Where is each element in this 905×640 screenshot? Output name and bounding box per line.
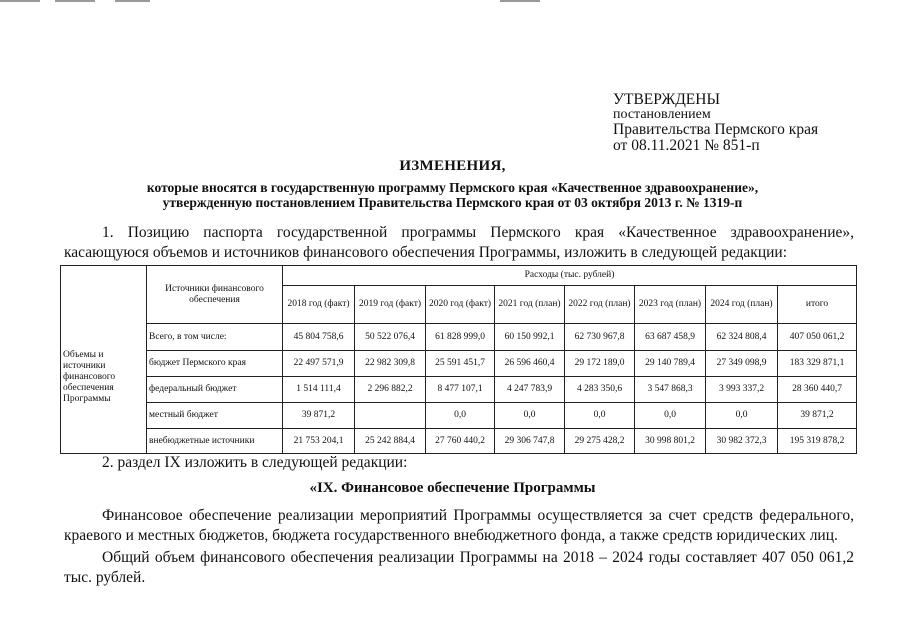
value-cell: 39 871,2 bbox=[283, 403, 355, 429]
source-label: внебюджетные источники bbox=[147, 429, 283, 454]
value-cell: 27 760 440,2 bbox=[426, 429, 495, 454]
scan-edge-line bbox=[115, 0, 150, 2]
value-cell: 3 993 337,2 bbox=[706, 377, 778, 403]
total-cell: 407 050 061,2 bbox=[778, 324, 857, 351]
value-cell: 50 522 076,4 bbox=[355, 324, 426, 351]
value-cell: 0,0 bbox=[706, 403, 778, 429]
total-cell: 39 871,2 bbox=[778, 403, 857, 429]
year-header: 2023 год (план) bbox=[635, 286, 706, 324]
item-1-text: 1. Позицию паспорта государственной программы Пермского края «Качественное здравоохранение», касающуюся объемов и источников финансового обеспечения Программы, изложить в следующей редакции: bbox=[64, 224, 854, 261]
value-cell: 0,0 bbox=[426, 403, 495, 429]
approval-line: от 08.11.2021 № 851-п bbox=[613, 137, 760, 154]
value-cell: 29 172 189,0 bbox=[565, 351, 635, 377]
source-label: Всего, в том числе: bbox=[147, 324, 283, 351]
approval-stamp bbox=[613, 92, 818, 154]
source-label: федеральный бюджет bbox=[147, 377, 283, 403]
row-header-cell bbox=[61, 266, 147, 454]
total-cell: 195 319 878,2 bbox=[778, 429, 857, 454]
value-cell: 29 140 789,4 bbox=[635, 351, 706, 377]
document-title: ИЗМЕНЕНИЯ, bbox=[399, 158, 506, 174]
total-cell: 183 329 871,1 bbox=[778, 351, 857, 377]
year-header: 2021 год (план) bbox=[495, 286, 565, 324]
body-paragraph-2-text: Общий объем финансового обеспечения реализации Программы на 2018 – 2024 годы составляет 407 050 061,2 тыс. рублей. bbox=[64, 549, 854, 586]
expenses-header-cell bbox=[283, 266, 857, 286]
item-2-text: 2. раздел IX изложить в следующей редакции: bbox=[102, 454, 408, 471]
value-cell: 30 982 372,3 bbox=[706, 429, 778, 454]
value-cell: 60 150 992,1 bbox=[495, 324, 565, 351]
value-cell: 3 547 868,3 bbox=[635, 377, 706, 403]
year-header: 2022 год (план) bbox=[565, 286, 635, 324]
value-cell: 45 804 758,6 bbox=[283, 324, 355, 351]
value-cell: 63 687 458,9 bbox=[635, 324, 706, 351]
sources-header-label: Источники финансового обеспечения bbox=[165, 283, 264, 305]
value-cell: 21 753 204,1 bbox=[283, 429, 355, 454]
year-header: 2018 год (факт) bbox=[283, 286, 355, 324]
approval-line: постановлением bbox=[613, 107, 711, 122]
value-cell: 0,0 bbox=[635, 403, 706, 429]
expenses-header-label: Расходы (тыс. рублей) bbox=[524, 270, 615, 280]
table-row bbox=[61, 377, 857, 403]
value-cell: 25 242 884,4 bbox=[355, 429, 426, 454]
value-cell: 2 296 882,2 bbox=[355, 377, 426, 403]
year-header: 2020 год (факт) bbox=[426, 286, 495, 324]
total-cell: 28 360 440,7 bbox=[778, 377, 857, 403]
value-cell: 4 283 350,6 bbox=[565, 377, 635, 403]
value-cell: 0,0 bbox=[495, 403, 565, 429]
total-header: итого bbox=[778, 286, 857, 324]
table-row bbox=[61, 403, 857, 429]
value-cell bbox=[355, 403, 426, 429]
table-row bbox=[61, 429, 857, 454]
value-cell: 61 828 999,0 bbox=[426, 324, 495, 351]
scan-edge-line bbox=[0, 0, 40, 2]
value-cell: 62 324 808,4 bbox=[706, 324, 778, 351]
value-cell: 1 514 111,4 bbox=[283, 377, 355, 403]
value-cell: 0,0 bbox=[565, 403, 635, 429]
value-cell: 26 596 460,4 bbox=[495, 351, 565, 377]
value-cell: 30 998 801,2 bbox=[635, 429, 706, 454]
financing-table bbox=[60, 265, 857, 454]
sources-header-cell bbox=[147, 266, 283, 324]
table-row bbox=[61, 324, 857, 351]
subtitle-line: которые вносятся в государственную программу Пермского края «Качественное здравоохранение», bbox=[146, 180, 759, 195]
scan-edge-line bbox=[55, 0, 95, 2]
approval-line: УТВЕРЖДЕНЫ bbox=[613, 91, 720, 108]
section-title: «IX. Финансовое обеспечение Программы bbox=[309, 480, 596, 496]
body-paragraph-1 bbox=[64, 506, 854, 546]
value-cell: 29 306 747,8 bbox=[495, 429, 565, 454]
scan-edge-line bbox=[500, 0, 540, 2]
value-cell: 22 982 309,8 bbox=[355, 351, 426, 377]
source-label: местный бюджет bbox=[147, 403, 283, 429]
subtitle-line: утвержденную постановлением Правительства Пермского края от 03 октября 2013 г. № 1319-п bbox=[162, 195, 743, 210]
value-cell: 8 477 107,1 bbox=[426, 377, 495, 403]
value-cell: 29 275 428,2 bbox=[565, 429, 635, 454]
value-cell: 27 349 098,9 bbox=[706, 351, 778, 377]
row-header-label: Объемы и источники финансового обеспечения Программы bbox=[63, 350, 116, 404]
approval-line: Правительства Пермского края bbox=[613, 121, 819, 138]
value-cell: 4 247 783,9 bbox=[495, 377, 565, 403]
value-cell: 22 497 571,9 bbox=[283, 351, 355, 377]
document-subtitle bbox=[100, 180, 805, 210]
value-cell: 25 591 451,7 bbox=[426, 351, 495, 377]
source-label: бюджет Пермского края bbox=[147, 351, 283, 377]
body-paragraph-2 bbox=[64, 548, 854, 588]
year-header: 2024 год (план) bbox=[706, 286, 778, 324]
table-row bbox=[61, 351, 857, 377]
year-header: 2019 год (факт) bbox=[355, 286, 426, 324]
item-1-paragraph bbox=[64, 223, 854, 263]
body-paragraph-1-text: Финансовое обеспечение реализации мероприятий Программы осуществляется за счет средств федерального, краевого и местных бюджетов, бюджета государственного внебюджетного фонда, а также средств юридических лиц. bbox=[64, 507, 854, 544]
value-cell: 62 730 967,8 bbox=[565, 324, 635, 351]
item-2-paragraph bbox=[64, 453, 854, 473]
